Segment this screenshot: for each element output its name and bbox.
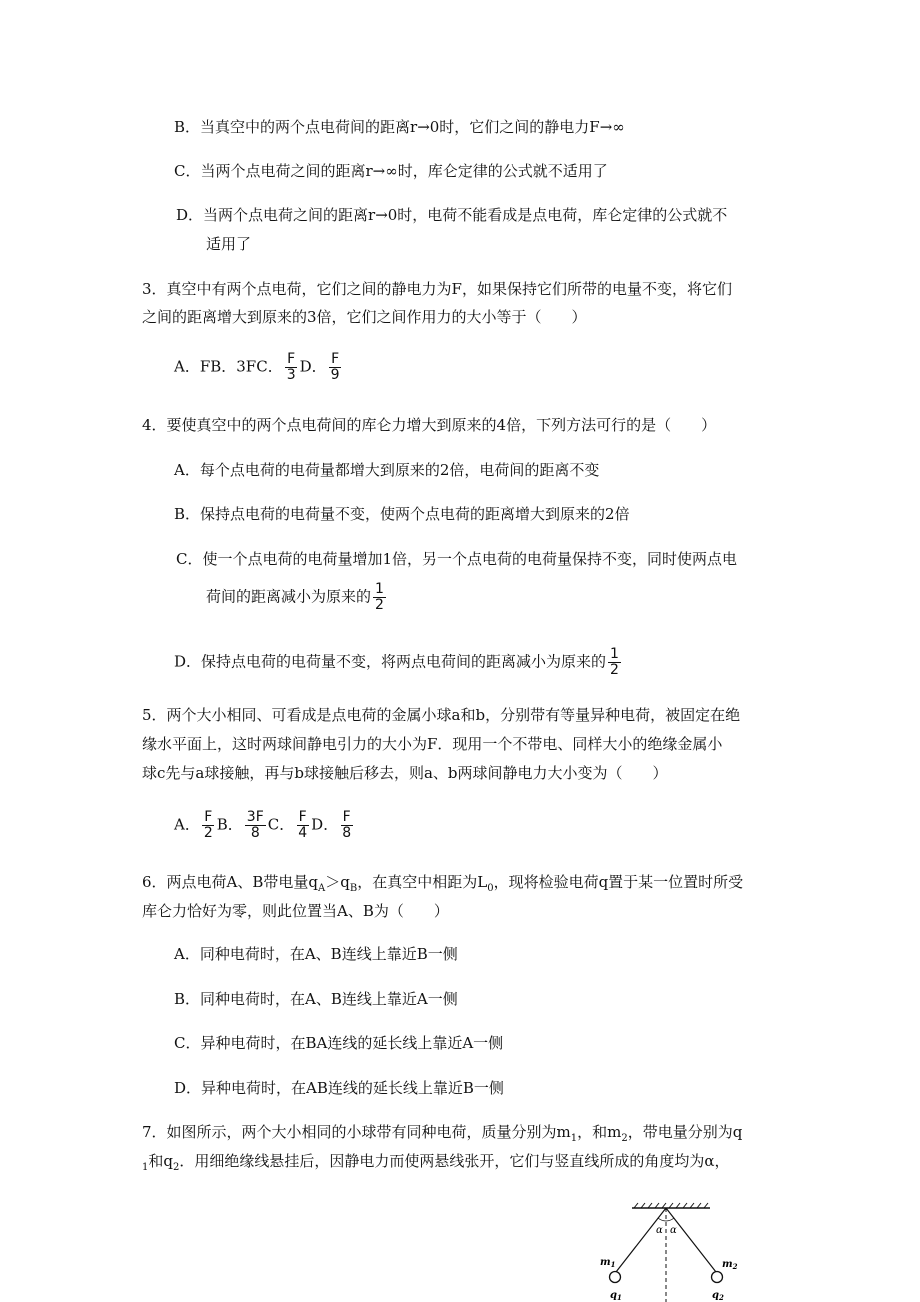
label-q1: $q_1$	[610, 1290, 622, 1302]
left-string	[616, 1208, 666, 1272]
q4-option-a: A．每个点电荷的电荷量都增大到原来的2倍，电荷间的距离不变	[174, 461, 600, 479]
q6-option-a: A．同种电荷时，在A、B连线上靠近B一侧	[174, 945, 458, 963]
ball-m1	[610, 1272, 621, 1283]
q2-option-c: C．当两个点电荷之间的距离r→∞时，库仑定律的公式就不适用了	[174, 162, 608, 180]
ball-m2	[712, 1272, 723, 1283]
label-q2: $q_2$	[712, 1290, 724, 1302]
q4-d-fraction: $\frac{1}{2}$	[610, 646, 619, 678]
q5-frac-c: $\frac{F}{4}$	[298, 809, 308, 841]
q3-options	[174, 352, 344, 383]
label-m1: $m_1$	[600, 1257, 616, 1269]
q6-option-c: C．异种电荷时，在BA连线的延长线上靠近A一侧	[174, 1034, 504, 1052]
q3-stem-line2: 之间的距离增大到原来的3倍，它们之间作用力的大小等于（ ）	[142, 308, 587, 326]
q5-frac-a: $\frac{F}{2}$	[203, 809, 213, 841]
q2-option-d-line2: 适用了	[206, 235, 252, 253]
q2-option-b: B．当真空中的两个点电荷间的距离r→0时，它们之间的静电力F→∞	[174, 118, 625, 136]
q3-options-prefix: A．FB．3FC．	[174, 357, 283, 376]
q4-stem: 4．要使真空中的两个点电荷间的库仑力增大到原来的4倍，下列方法可行的是（ ）	[142, 416, 717, 434]
alpha-left-label: α	[656, 1225, 663, 1236]
q6-option-d: D．异种电荷时，在AB连线的延长线上靠近B一侧	[174, 1079, 504, 1097]
q3-stem-line1: 3．真空中有两个点电荷，它们之间的静电力为F，如果保持它们所带的电量不变，将它们	[142, 280, 732, 298]
q5-stem-line3: 球c先与a球接触，再与b球接触后移去，则a、b两球间静电力大小变为（ ）	[142, 764, 668, 782]
q5-stem-line2: 缘水平面上，这时两球间静电引力的大小为F．现用一个不带电、同样大小的绝缘金属小	[142, 735, 723, 753]
q6-stem-line2: 库仑力恰好为零，则此位置当A、B为（ ）	[142, 902, 449, 920]
q5-options: A． $\frac{F}{2}$ B． $\frac{3F}{8}$ C． $\frac{F}{4}$ D． $\frac{F}{8}$	[174, 809, 352, 841]
q5-frac-d: $\frac{F}{8}$	[342, 809, 352, 841]
q5-stem-line1: 5．两个大小相同、可看成是点电荷的金属小球a和b，分别带有等量异种电荷，被固定在绝	[142, 706, 741, 724]
right-string	[666, 1208, 716, 1272]
label-m2: $m_2$	[722, 1259, 738, 1271]
q4-option-b: B．保持点电荷的电荷量不变，使两个点电荷的距离增大到原来的2倍	[174, 505, 630, 523]
left-angle-arc	[658, 1218, 666, 1221]
q4-option-c-line2: 荷间的距离减小为原来的 $\frac{1}{2}$	[206, 581, 384, 613]
alpha-right-label: α	[670, 1225, 677, 1236]
q4-c-fraction: $\frac{1}{2}$	[375, 581, 384, 613]
q7-stem-line1: 7．如图所示，两个大小相同的小球带有同种电荷，质量分别为$m_1$，和$m_2$，带电量分别为q	[142, 1123, 743, 1144]
pendulum-figure	[596, 1202, 746, 1302]
q7-stem-line2: $_1$和$q_2$．用细绝缘线悬挂后，因静电力而使两悬线张开，它们与竖直线所成的角度均为α，	[142, 1152, 730, 1173]
q3-frac-d: $\frac{F}{9}$	[330, 351, 340, 383]
q5-frac-b: $\frac{3F}{8}$	[246, 809, 264, 841]
q6-stem-line1: 6．两点电荷A、B带电量$q_A>q_B$，在真空中相距为$L_0$，现将检验电荷q置于某一位置时所受	[142, 873, 744, 894]
q2-option-d-line1: D．当两个点电荷之间的距离r→0时，电荷不能看成是点电荷，库仑定律的公式就不	[176, 206, 728, 224]
q4-option-c-line1: C．使一个点电荷的电荷量增加1倍，另一个点电荷的电荷量保持不变，同时使两点电	[176, 550, 738, 568]
q4-option-d: D．保持点电荷的电荷量不变，将两点电荷间的距离减小为原来的 $\frac{1}{2}$	[174, 646, 619, 678]
right-angle-arc	[666, 1218, 674, 1221]
q3-frac-c: $\frac{F}{3}$	[286, 351, 296, 383]
q6-option-b: B．同种电荷时，在A、B连线上靠近A一侧	[174, 990, 458, 1008]
q3-options-mid: D．	[299, 357, 327, 376]
